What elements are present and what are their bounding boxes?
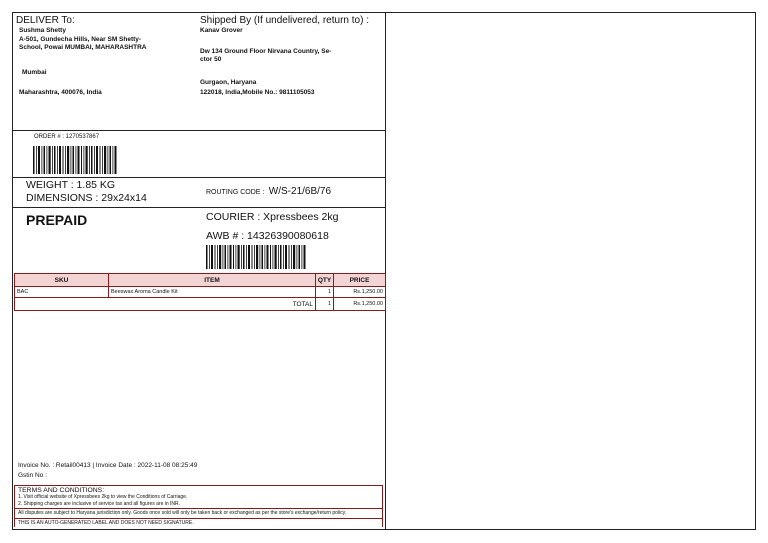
column-header-qty: QTY bbox=[316, 274, 334, 287]
invoice-line: Invoice No. : Retail00413 | Invoice Date : 2022-11-08 08:25:49 bbox=[18, 462, 198, 469]
shipped-by-name: Kanav Grover bbox=[200, 27, 243, 34]
shipped-by-pin-line: 122018, India,Mobile No.: 9811105053 bbox=[200, 89, 315, 96]
deliver-address-line1: A-501, Gundecha Hills, Near SM Shetty- bbox=[19, 36, 142, 43]
cell-price: Rs.1,250.00 bbox=[334, 287, 386, 298]
deliver-state-line: Maharashtra, 400076, India bbox=[19, 89, 102, 96]
deliver-address-line2: School, Powai MUMBAI, MAHARASHTRA bbox=[19, 44, 147, 51]
order-number: ORDER # : 1270537867 bbox=[34, 134, 100, 140]
routing-code-value: W/S-21/6B/76 bbox=[268, 186, 332, 197]
dimensions: DIMENSIONS : 29x24x14 bbox=[26, 192, 147, 204]
table-header-row bbox=[15, 274, 386, 287]
total-row bbox=[15, 298, 386, 311]
terms-box bbox=[14, 485, 383, 527]
payment-mode: PREPAID bbox=[26, 212, 88, 228]
shipped-by-address-line1: Dw 134 Ground Floor Nirvana Country, Se- bbox=[200, 48, 332, 55]
routing-code bbox=[206, 181, 331, 199]
terms-disputes: All disputes are subject to Haryana jurisdiction only. Goods once sold will only be taken back or exchanged as per the store's exchange/return policy. bbox=[15, 508, 382, 518]
order-barcode bbox=[33, 146, 117, 174]
awb-barcode bbox=[206, 245, 306, 269]
terms-line-2: 2. Shipping charges are inclusive of service tax and all figures are in INR. bbox=[18, 500, 181, 507]
shipping-label bbox=[13, 13, 385, 529]
cell-sku: BAC bbox=[15, 287, 109, 298]
divider-line bbox=[13, 207, 385, 208]
column-header-price: PRICE bbox=[334, 274, 386, 287]
deliver-city: Mumbai bbox=[22, 69, 47, 76]
cell-item: Beeswax Aroma Candle Kit bbox=[109, 287, 316, 298]
total-price: Rs.1,250.00 bbox=[334, 298, 386, 311]
items-table bbox=[14, 273, 386, 311]
gstin: Gstin No : bbox=[18, 472, 47, 479]
shipped-by-heading: Shipped By (If undelivered, return to) : bbox=[200, 15, 369, 26]
total-qty: 1 bbox=[316, 298, 334, 311]
deliver-name: Sushma Shetty bbox=[19, 27, 66, 34]
cell-qty: 1 bbox=[316, 287, 334, 298]
routing-code-label: ROUTING CODE : bbox=[206, 189, 265, 196]
terms-line-1: 1. Visit official website of Xpressbees 2kg to view the Conditions of Carriage. bbox=[18, 494, 188, 500]
deliver-heading: DELIVER To: bbox=[16, 15, 75, 26]
divider-line bbox=[13, 177, 385, 178]
divider-line bbox=[13, 130, 385, 131]
column-header-item: ITEM bbox=[109, 274, 316, 287]
weight: WEIGHT : 1.85 KG bbox=[26, 179, 116, 191]
courier-name: COURIER : Xpressbees 2kg bbox=[206, 211, 339, 223]
column-header-sku: SKU bbox=[15, 274, 109, 287]
total-label: TOTAL bbox=[15, 298, 316, 311]
auto-generated-note: THIS IS AN AUTO-GENERATED LABEL AND DOES NOT NEED SIGNATURE. bbox=[15, 518, 382, 528]
terms-heading: TERMS AND CONDITIONS: bbox=[18, 487, 105, 494]
shipped-by-city: Gurgaon, Haryana bbox=[200, 79, 257, 86]
shipping-label-page bbox=[12, 12, 756, 530]
table-row bbox=[15, 287, 386, 298]
awb-number: AWB # : 14326390080618 bbox=[206, 230, 329, 242]
page-divider bbox=[385, 13, 386, 529]
shipped-by-address-line2: ctor 50 bbox=[200, 56, 222, 63]
